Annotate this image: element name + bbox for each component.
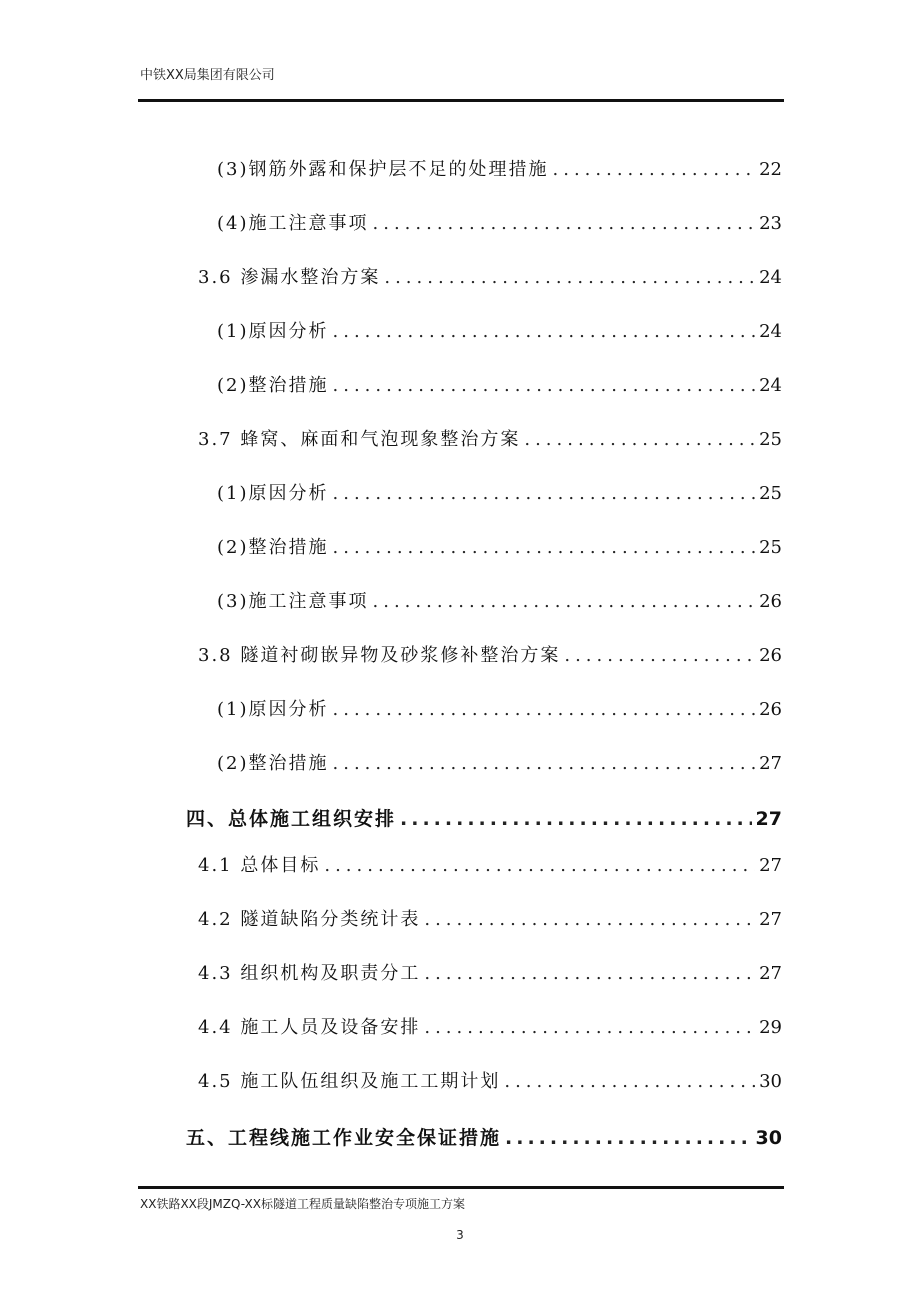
toc-entry-label: 4.1 总体目标: [198, 855, 321, 876]
toc-entry-page: 26: [759, 591, 782, 612]
toc-entry-label: (2)整治措施: [217, 537, 329, 558]
toc-entry-page: 26: [759, 645, 782, 666]
toc-entry-label: 四、总体施工组织安排: [186, 808, 397, 830]
toc-entry-label: 3.8 隧道衬砌嵌异物及砂浆修补整治方案: [198, 645, 561, 666]
toc-entry-label: (1)原因分析: [217, 483, 329, 504]
toc-entry[interactable]: [217, 587, 782, 617]
toc-dot-leader: [333, 695, 756, 725]
toc-entry[interactable]: [186, 1123, 782, 1153]
toc-entry-page: 27: [759, 909, 782, 930]
page-number: 3: [456, 1228, 464, 1242]
toc-entry[interactable]: [198, 425, 782, 455]
toc-dot-leader: [384, 263, 755, 293]
toc-entry[interactable]: [217, 209, 782, 239]
toc-entry-page: 26: [759, 699, 782, 720]
toc-entry-label: 3.7 蜂窝、麻面和气泡现象整治方案: [198, 429, 521, 450]
toc-entry-page: 25: [759, 429, 782, 450]
toc-entry[interactable]: [198, 1067, 782, 1097]
toc-entry[interactable]: [217, 533, 782, 563]
toc-entry-page: 30: [759, 1071, 782, 1092]
toc-entry-label: 4.4 施工人员及设备安排: [198, 1017, 421, 1038]
toc-entry-page: 22: [759, 159, 782, 180]
toc-entry-label: 3.6 渗漏水整治方案: [198, 267, 381, 288]
toc-dot-leader: [333, 533, 756, 563]
toc-entry-label: 4.5 施工队伍组织及施工工期计划: [198, 1071, 501, 1092]
toc-entry[interactable]: [217, 317, 782, 347]
toc-entry-label: (2)整治措施: [217, 375, 329, 396]
toc-dot-leader: [400, 804, 752, 834]
toc-entry-page: 29: [759, 1017, 782, 1038]
toc-entry[interactable]: [198, 959, 782, 989]
page-footer: XX铁路XX段JMZQ-XX标隧道工程质量缺陷整治专项施工方案: [140, 1197, 465, 1211]
toc-entry[interactable]: [217, 695, 782, 725]
toc-dot-leader: [553, 155, 756, 185]
toc-dot-leader: [373, 587, 756, 617]
toc-dot-leader: [424, 959, 755, 989]
toc-dot-leader: [333, 749, 756, 779]
toc-entry-label: (3)钢筋外露和保护层不足的处理措施: [217, 159, 549, 180]
page-header: 中铁XX局集团有限公司: [140, 68, 275, 83]
toc-entry-label: (1)原因分析: [217, 321, 329, 342]
toc-dot-leader: [424, 1013, 755, 1043]
toc-entry-label: (2)整治措施: [217, 753, 329, 774]
toc-entry[interactable]: [198, 905, 782, 935]
toc-entry-page: 27: [759, 963, 782, 984]
toc-dot-leader: [504, 1067, 755, 1097]
toc-entry-label: (3)施工注意事项: [217, 591, 369, 612]
toc-dot-leader: [373, 209, 756, 239]
header-rule: [138, 99, 784, 102]
toc-entry-label: 4.2 隧道缺陷分类统计表: [198, 909, 421, 930]
toc-entry[interactable]: [198, 1013, 782, 1043]
toc-entry-page: 27: [759, 855, 782, 876]
toc-entry[interactable]: [217, 749, 782, 779]
toc-dot-leader: [333, 371, 756, 401]
toc-entry[interactable]: [217, 479, 782, 509]
footer-rule: [138, 1186, 784, 1189]
toc-dot-leader: [505, 1123, 752, 1153]
toc-entry[interactable]: [217, 371, 782, 401]
toc-entry-page: 24: [759, 267, 782, 288]
toc-entry[interactable]: [186, 804, 782, 834]
toc-dot-leader: [424, 905, 755, 935]
toc-dot-leader: [564, 641, 755, 671]
toc-entry-label: 五、工程线施工作业安全保证措施: [186, 1127, 502, 1149]
toc-entry[interactable]: [198, 263, 782, 293]
toc-entry-page: 30: [755, 1127, 782, 1149]
toc-entry-page: 23: [759, 213, 782, 234]
toc-entry-page: 24: [759, 321, 782, 342]
toc-entry-page: 25: [759, 483, 782, 504]
toc-dot-leader: [333, 479, 756, 509]
toc-entry-page: 27: [759, 753, 782, 774]
toc-entry-label: (4)施工注意事项: [217, 213, 369, 234]
toc-entry-page: 27: [755, 808, 782, 830]
toc-entry-page: 25: [759, 537, 782, 558]
toc-entry-page: 24: [759, 375, 782, 396]
toc-dot-leader: [333, 317, 756, 347]
toc-entry[interactable]: [217, 155, 782, 185]
toc-dot-leader: [524, 425, 755, 455]
toc-entry[interactable]: [198, 851, 782, 881]
toc-entry[interactable]: [198, 641, 782, 671]
toc-entry-label: 4.3 组织机构及职责分工: [198, 963, 421, 984]
toc-dot-leader: [324, 851, 755, 881]
toc-entry-label: (1)原因分析: [217, 699, 329, 720]
